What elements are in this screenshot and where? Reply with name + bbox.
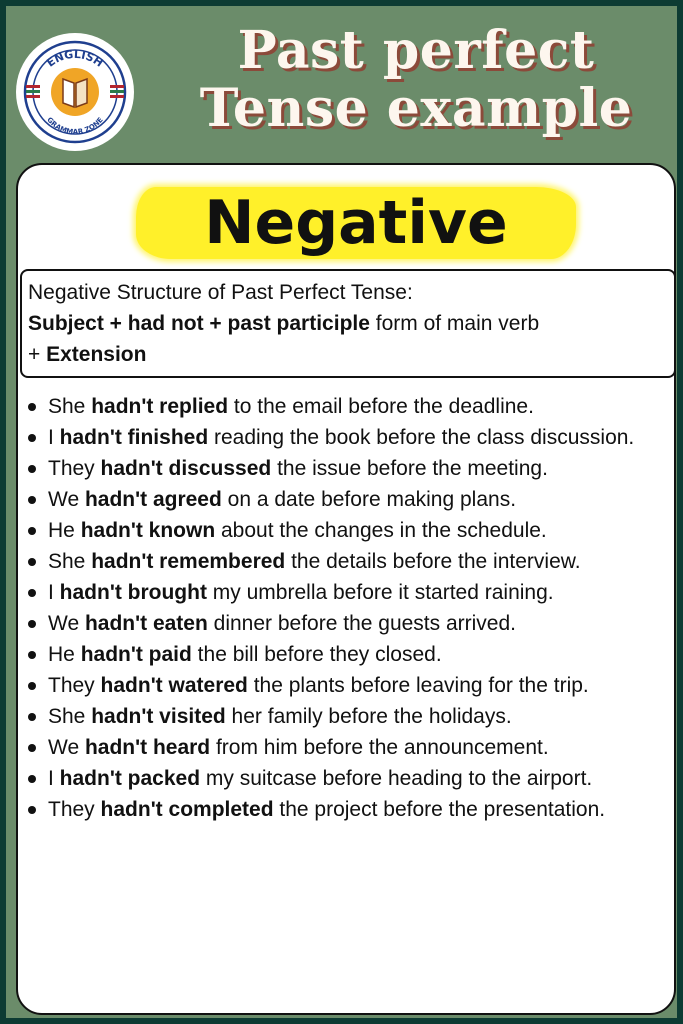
bullet-icon xyxy=(28,775,36,783)
bullet-icon xyxy=(28,527,36,535)
svg-text:GRAMMAR ZONE: GRAMMAR ZONE xyxy=(45,115,105,137)
structure-extension xyxy=(28,339,670,370)
examples-list xyxy=(26,391,666,825)
list-item: We hadn't eaten dinner before the guests arrived. xyxy=(26,608,666,639)
structure-box xyxy=(20,269,676,378)
structure-formula xyxy=(28,308,670,339)
extension-plus: + xyxy=(28,343,47,366)
page-title xyxy=(156,22,676,138)
bullet-icon xyxy=(28,713,36,721)
bullet-icon xyxy=(28,496,36,504)
list-item: They hadn't discussed the issue before the meeting. xyxy=(26,453,666,484)
list-item: I hadn't packed my suitcase before heading to the airport. xyxy=(26,763,666,794)
list-item: He hadn't paid the bill before they closed. xyxy=(26,639,666,670)
bullet-icon xyxy=(28,682,36,690)
extension-bold: Extension xyxy=(46,343,147,366)
list-item: He hadn't known about the changes in the schedule. xyxy=(26,515,666,546)
bullet-icon xyxy=(28,744,36,752)
bullet-icon xyxy=(28,589,36,597)
formula-bold: Subject + had not + past participle xyxy=(28,312,370,335)
title-line-1: Past perfect xyxy=(237,20,595,81)
bullet-icon xyxy=(28,651,36,659)
list-item: I hadn't brought my umbrella before it started raining. xyxy=(26,577,666,608)
list-item: She hadn't replied to the email before the deadline. xyxy=(26,391,666,422)
bullet-icon xyxy=(28,806,36,814)
list-item: She hadn't visited her family before the holidays. xyxy=(26,701,666,732)
bullet-icon xyxy=(28,620,36,628)
title-line-2: Tense example xyxy=(199,78,633,139)
bullet-icon xyxy=(28,558,36,566)
list-item: We hadn't heard from him before the announcement. xyxy=(26,732,666,763)
background-panel xyxy=(6,6,677,1018)
formula-rest: form of main verb xyxy=(369,312,540,335)
bullet-icon xyxy=(28,403,36,411)
english-grammar-zone-logo xyxy=(16,33,134,151)
svg-text:ENGLISH: ENGLISH xyxy=(44,47,106,70)
list-item: I hadn't finished reading the book before the class discussion. xyxy=(26,422,666,453)
bullet-icon xyxy=(28,465,36,473)
list-item: They hadn't watered the plants before leaving for the trip. xyxy=(26,670,666,701)
section-heading: Negative xyxy=(204,188,508,258)
content-card xyxy=(16,163,676,1015)
structure-label: Negative Structure of Past Perfect Tense: xyxy=(28,281,413,304)
bullet-icon xyxy=(28,434,36,442)
list-item: She hadn't remembered the details before the interview. xyxy=(26,546,666,577)
headline-highlight xyxy=(136,179,576,267)
open-book-icon xyxy=(16,33,134,151)
list-item: They hadn't completed the project before the presentation. xyxy=(26,794,666,825)
list-item: We hadn't agreed on a date before making plans. xyxy=(26,484,666,515)
